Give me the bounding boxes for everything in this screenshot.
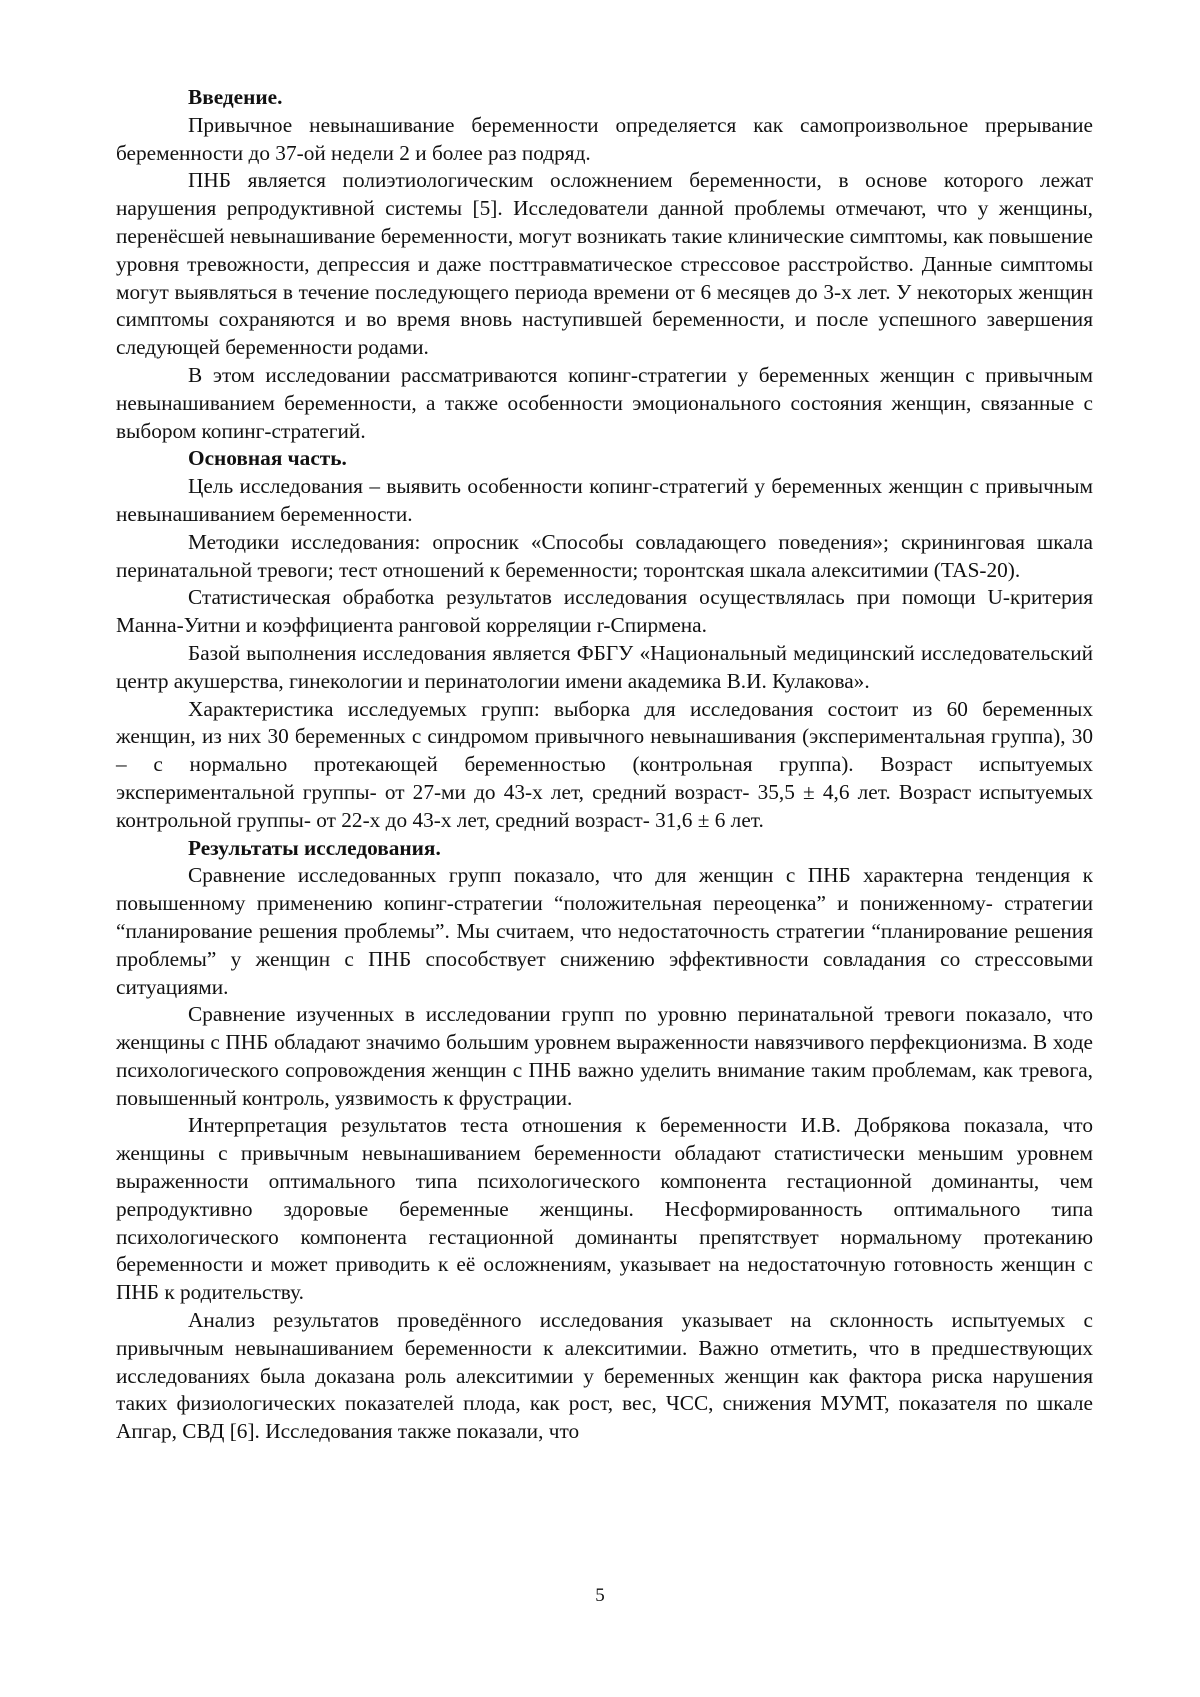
paragraph-sample: Характеристика исследуемых групп: выборка для исследования состоит из 60 беременных женщин, из них 30 беременных с синдромом привычного невынашивания (экспериментальная группа), 30 – с нормально протекающей беременностью (контрольная группа). Возраст испытуемых экспериментальной группы- от 27-ми до 43-х лет, средний возраст- 35,5 ± 4,6 лет. Возраст испытуемых контрольной группы- от 22-х до 43-х лет, средний возраст- 31,6 ± 6 лет. — [116, 696, 1093, 832]
paragraph-statistics: Статистическая обработка результатов исследования осуществлялась при помощи U-критерия Манна-Уитни и коэффициента ранговой корреляции r-Спирмена. — [116, 585, 1093, 638]
section-heading-results: Результаты исследования. — [188, 835, 441, 860]
paragraph-methods: Методики исследования: опросник «Способы совладающего поведения»; скрининговая шкала перинатальной тревоги; тест отношений к беременности; торонтская шкала алекситимии (TAS-20). — [116, 529, 1093, 582]
section-heading-main-part: Основная часть. — [188, 446, 347, 471]
paragraph-aim: Цель исследования – выявить особенности копинг-стратегий у беременных женщин с привычным невынашиванием беременности. — [116, 474, 1093, 526]
paragraph-etiology: ПНБ является полиэтиологическим осложнением беременности, в основе которого лежат нарушения репродуктивной системы [5]. Исследователи данной проблемы отмечают, что у женщины, перенёсшей невынашивание беременности, могут возникать такие клинические симптомы, как повышение уровня тревожности, депрессия и даже посттравматическое стрессовое расстройство. Данные симптомы могут выявляться в течение последующего периода времени от 6 месяцев до 3-х лет. У некоторых женщин симптомы сохраняются и во время вновь наступившей беременности, и после успешного завершения следующей беременности родами. — [116, 168, 1093, 360]
paragraph-pregnancy-attitude-results: Интерпретация результатов теста отношения к беременности И.В. Добрякова показала, что женщины с привычным невынашиванием беременности обладают статистически меньшим уровнем выраженности оптимального типа психологического компонента гестационной доминанты, чем репродуктивно здоровые беременные женщины. Несформированность оптимального типа психологического компонента гестационной доминанты препятствует нормальному протеканию беременности и может приводить к её осложнениям, указывает на недостаточную готовность женщин с ПНБ к родительству. — [116, 1113, 1093, 1305]
paragraph-research-base: Базой выполнения исследования является ФБГУ «Национальный медицинский исследовательский центр акушерства, гинекологии и перинатологии имени академика В.И. Кулакова». — [116, 640, 1093, 693]
paragraph-coping-results: Сравнение исследованных групп показало, что для женщин с ПНБ характерна тенденция к повышенному применению копинг-стратегии “положительная переоценка” и пониженному- стратегии “планирование решения проблемы”. Мы считаем, что недостаточность стратегии “планирование решения проблемы” у женщин с ПНБ способствует снижению эффективности совладания со стрессовыми ситуациями. — [116, 863, 1093, 999]
paragraph-alexithymia-results: Анализ результатов проведённого исследования указывает на склонность испытуемых с привычным невынашиванием беременности к алекситимии. Важно отметить, что в предшествующих исследованиях была доказана роль алекситимии у беременных женщин как фактора риска нарушения таких физиологических показателей плода, как рост, вес, ЧСС, снижения МУМТ, показателя по шкале Апгар, СВД [6]. Исследования также показали, что — [116, 1308, 1093, 1444]
page-body — [116, 84, 1093, 1446]
page-number: 5 — [595, 1585, 605, 1606]
section-heading-introduction: Введение. — [188, 85, 283, 109]
paragraph-study-scope: В этом исследовании рассматриваются копинг-стратегии у беременных женщин с привычным невынашиванием беременности, а также особенности эмоционального состояния женщин, связанные с выбором копинг-стратегий. — [116, 362, 1093, 443]
paragraph-anxiety-results: Сравнение изученных в исследовании групп по уровню перинатальной тревоги показало, что женщины с ПНБ обладают значимо большим уровнем выраженности навязчивого перфекционизма. В ходе психологического сопровождения женщин с ПНБ важно уделить внимание таким проблемам, как тревога, повышенный контроль, уязвимость к фрустрации. — [116, 1002, 1093, 1110]
paragraph-definition: Привычное невынашивание беременности определяется как самопроизвольное прерывание беременности до 37-ой недели 2 и более раз подряд. — [116, 112, 1093, 165]
